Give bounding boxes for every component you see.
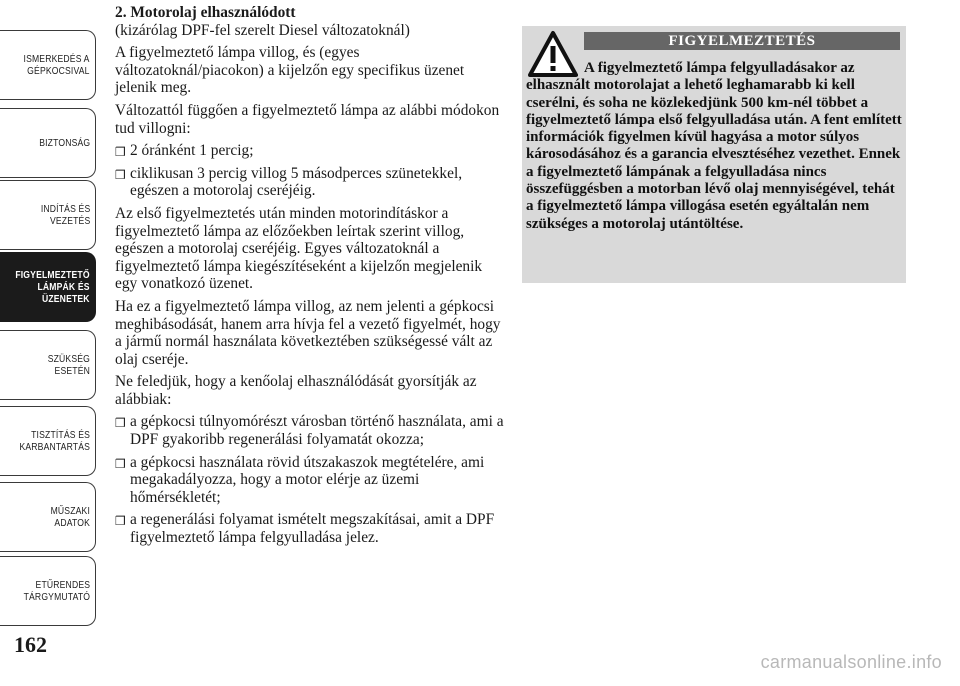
paragraph: Ne feledjük, hogy a kenőolaj elhasználódását gyorsítják az alábbiak: [115, 373, 477, 408]
paragraph: Az első figyelmeztetés után minden motorindításkor a figyelmeztető lámpa az előzőekben leírtak szerint villog, egészen a motorolaj cseréjéig. Egyes változatoknál a figyelmeztető lámpa kiegészítéseként a kijelzőn megjelenik egy vonatkozó üzenet. [115, 204, 483, 293]
main-column [115, 4, 505, 552]
tab-biztonsag[interactable] [0, 108, 96, 178]
checkbox-bullet-icon: ❒ [115, 416, 126, 431]
tab-ismerkedes[interactable] [0, 30, 96, 100]
paragraph: Ha ez a figyelmeztető lámpa villog, az nem jelenti a gépkocsi meghibásodását, hanem arra hívja fel a vezető figyelmét, hogy a jármű normál használata következtében szükségessé vált az olaj cseréje. [115, 297, 501, 368]
checkbox-bullet-icon: ❒ [115, 167, 126, 182]
warning-text: A figyelmeztető lámpa felgyulladásakor az elhasznált motorolajat a lehető leghamarabb ki kell cserélni, és soha ne közlekedjünk 500 km-nél többet a figyelmeztető lámpa első felgyulladása után. A fent említett információk figyelmen kívül hagyása a motor súlyos károsodásához és a garancia elvesztéséhez vezethet. Ennek a figyelmeztető lámpának a felgyulladása nincs összefüggésben a motorban lévő olaj mennyiségével, tehát a figyelmeztető lámpa villogása esetén egyáltalán nem szükséges a motorolaj utántöltése. [526, 60, 902, 232]
tab-tisztitas[interactable] [0, 406, 96, 476]
paragraph: A figyelmeztető lámpa villog, és (egyes változatoknál/piacokon) a kijelzőn egy specifikus üzenet jelenik meg. [115, 44, 465, 97]
tab-label: ETŰRENDES TÁRGYMUTATÓ [23, 579, 90, 603]
section-subheading: (kizárólag DPF-fel szerelt Diesel változatoknál) [115, 21, 410, 39]
list-item [115, 142, 505, 160]
tab-label: SZÜKSÉG ESETÉN [47, 353, 90, 377]
checkbox-bullet-icon: ❒ [115, 456, 126, 471]
list-item [115, 454, 505, 507]
list-item [115, 165, 505, 200]
tab-szukseg[interactable] [0, 330, 96, 400]
tab-label: BIZTONSÁG [38, 137, 90, 149]
list-item-text: 2 óránként 1 percig; [130, 142, 254, 160]
list-item-text: a regenerálási folyamat ismételt megszakításai, amit a DPF figyelmeztető lámpa felgyulladása jelez. [130, 511, 495, 547]
list-item-text: ciklikusan 3 percig villog 5 másodperces szünetekkel, egészen a motorolaj cseréjéig. [130, 164, 463, 200]
page-number: 162 [14, 632, 47, 657]
paragraph: Változattól függően a figyelmeztető lámpa az alábbi módokon tud villogni: [115, 101, 500, 137]
checkbox-bullet-icon: ❒ [115, 145, 126, 160]
tab-figyelmezteto-active[interactable] [0, 252, 96, 322]
list-item-text: a gépkocsi túlnyomórészt városban történő használata, ami a DPF gyakoribb regenerálási folyamatát okozza; [130, 413, 504, 449]
list-item [115, 413, 505, 448]
tab-label: ISMERKEDÉS A GÉPKOCSIVAL [23, 53, 90, 77]
list-item [115, 511, 505, 546]
watermark: carmanualsonline.info [760, 652, 942, 672]
tab-label: TISZTÍTÁS ÉS KARBANTARTÁS [19, 429, 90, 453]
tab-label: MŰSZAKI ADATOK [50, 505, 90, 529]
checkbox-bullet-icon: ❒ [115, 514, 126, 529]
section-heading: 2. Motorolaj elhasználódott [115, 4, 296, 21]
tab-label: FIGYELMEZTETŐ LÁMPÁK ÉS ÜZENETEK [15, 269, 90, 305]
tab-muszaki[interactable] [0, 482, 96, 552]
tab-inditas[interactable] [0, 180, 96, 250]
list-item-text: a gépkocsi használata rövid útszakaszok megtételére, ami megakadályozza, hogy a motor elérje az üzemi hőmérsékletét; [130, 453, 485, 506]
tab-label: INDÍTÁS ÉS VEZETÉS [40, 203, 90, 227]
tab-targymutato[interactable] [0, 556, 96, 626]
warning-title: FIGYELMEZTETÉS [584, 32, 900, 50]
chapter-tabs [0, 0, 100, 640]
